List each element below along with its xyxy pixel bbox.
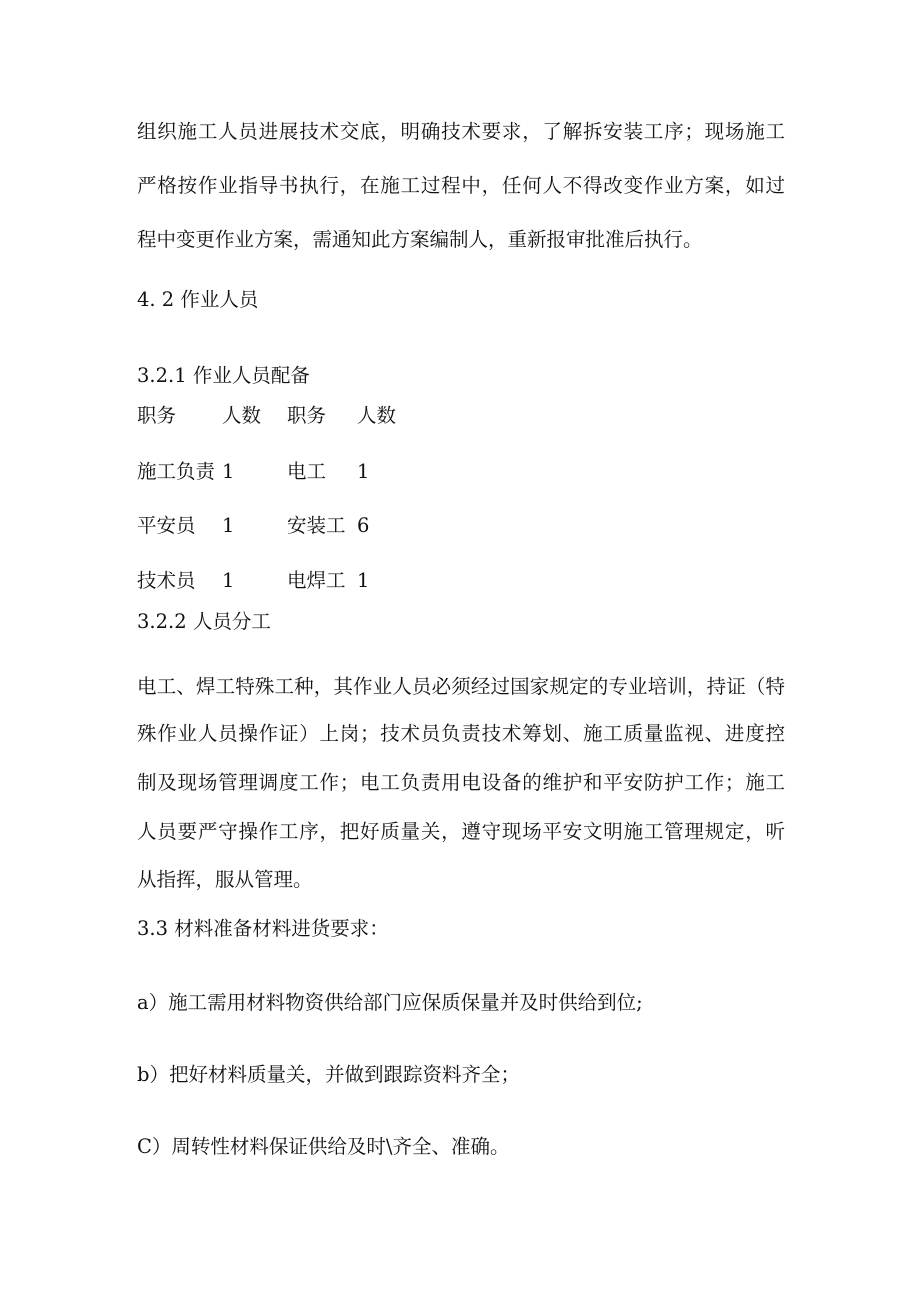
list-item: a）施工需用材料物资供给部门应保质保量并及时供给到位;	[137, 991, 643, 1014]
paragraph-line: 电工、焊工特殊工种，其作业人员必须经过国家规定的专业培训，持证（特	[137, 675, 785, 698]
list-item: C）周转性材料保证供给及时\齐全、准确。	[137, 1135, 510, 1158]
table-header-cell: 人数	[222, 404, 262, 427]
paragraph-line: 人员要严守操作工序，把好质量关，遵守现场平安文明施工管理规定，听	[137, 820, 785, 843]
table-cell: 施工负责	[137, 460, 216, 483]
table-header-cell: 职务	[137, 404, 177, 427]
table-cell: 1	[357, 569, 370, 592]
table-cell: 1	[222, 460, 235, 483]
section-heading: 4. 2 作业人员	[137, 288, 259, 311]
subsection-heading: 3.3 材料准备材料进货要求：	[137, 917, 389, 940]
table-cell: 技术员	[137, 569, 196, 592]
table-cell: 平安员	[137, 514, 196, 537]
subsection-heading: 3.2.1 作业人员配备	[137, 364, 310, 387]
table-header-cell: 职务	[287, 404, 327, 427]
table-cell: 电工	[287, 460, 327, 483]
paragraph-line: 制及现场管理调度工作；电工负责用电设备的维护和平安防护工作；施工	[137, 771, 785, 794]
table-cell: 6	[357, 514, 370, 537]
table-cell: 电焊工	[287, 569, 346, 592]
list-item: b）把好材料质量关，并做到跟踪资料齐全；	[137, 1063, 520, 1086]
table-header-cell: 人数	[357, 404, 397, 427]
paragraph-line: 严格按作业指导书执行，在施工过程中，任何人不得改变作业方案，如过	[137, 174, 785, 197]
table-cell: 1	[357, 460, 370, 483]
table-cell: 安装工	[287, 514, 346, 537]
table-cell: 1	[222, 514, 235, 537]
paragraph-line: 从指挥，服从管理。	[137, 868, 313, 891]
paragraph-line: 程中变更作业方案，需通知此方案编制人，重新报审批准后执行。	[137, 228, 703, 251]
paragraph-line: 组织施工人员进展技术交底，明确技术要求，了解拆安装工序；现场施工	[137, 120, 785, 143]
table-cell: 1	[222, 569, 235, 592]
paragraph-line: 殊作业人员操作证）上岗；技术员负责技术筹划、施工质量监视、进度控	[137, 722, 785, 745]
subsection-heading: 3.2.2 人员分工	[137, 610, 271, 633]
